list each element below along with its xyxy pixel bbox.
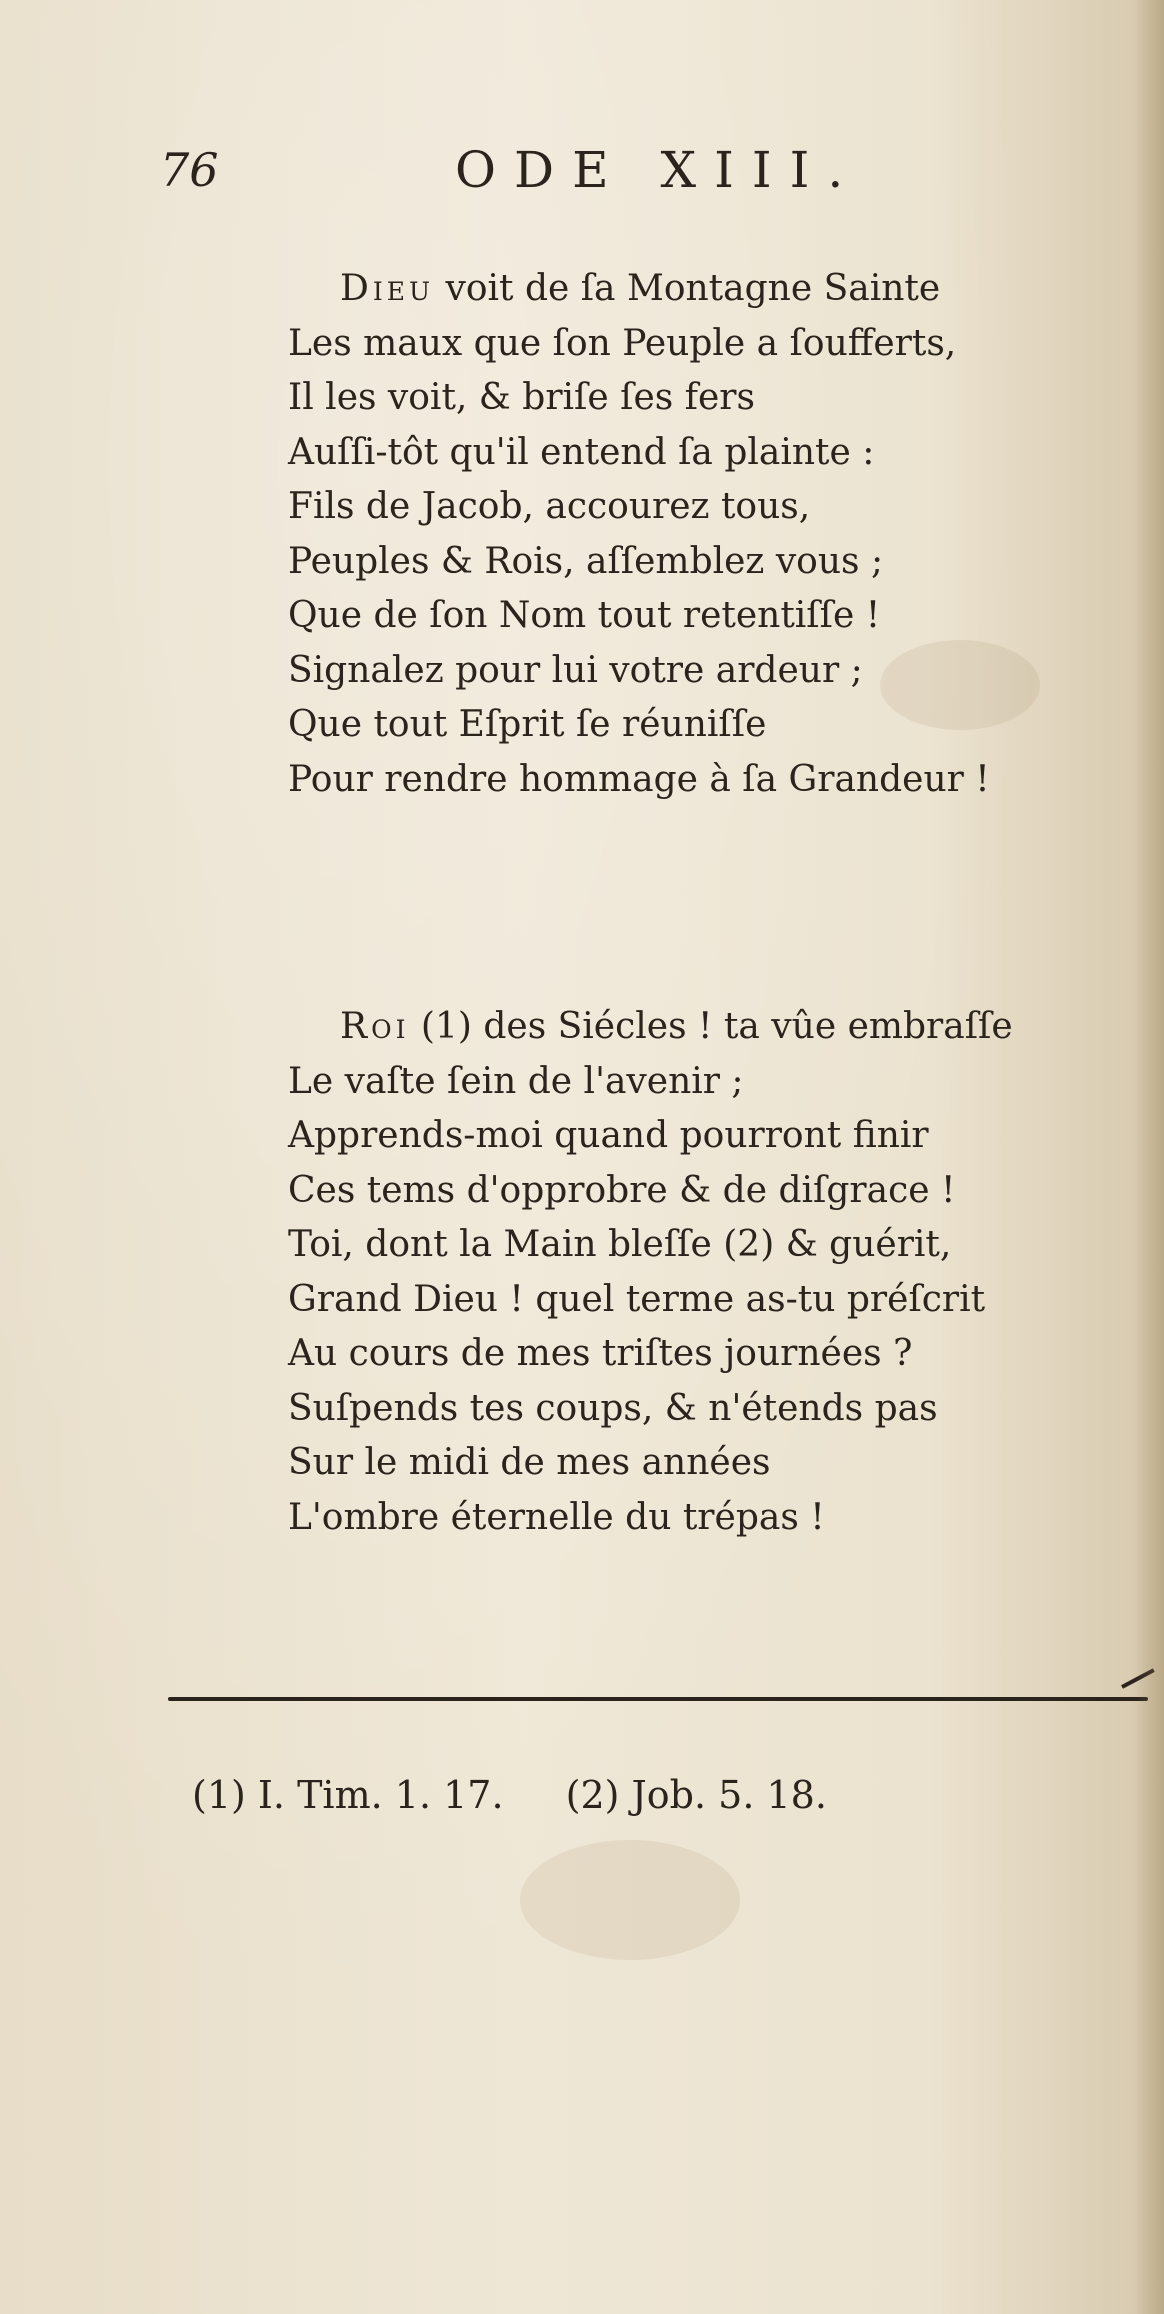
stanza-1: [288, 262, 1088, 807]
verse-line: Les maux que ſon Peuple a ſoufferts,: [288, 322, 957, 364]
footnote-1: (1) I. Tim. 1. 17.: [192, 1773, 504, 1817]
verse-line: Pour rendre hommage à ſa Grandeur !: [288, 758, 990, 800]
page-header: [0, 140, 1164, 200]
stanza-2: [288, 1000, 1088, 1545]
verse-line-text: (1) des Siécles ! ta vûe embraſſe: [409, 1006, 1013, 1047]
page-number: 76: [160, 143, 219, 197]
verse-line: [288, 262, 1088, 317]
running-head: ODE XIII.: [455, 141, 862, 199]
footnote-2: (2) Job. 5. 18.: [565, 1773, 827, 1817]
verse-line: Toi, dont la Main bleſſe (2) & guérit,: [288, 1224, 952, 1265]
verse-line: Que de ſon Nom tout retentiſſe !: [288, 595, 881, 636]
verse-line: Sur le midi de mes années: [288, 1442, 771, 1483]
verse-line: Suſpends tes coups, & n'étends pas: [288, 1387, 938, 1429]
verse-line-text: voit de ſa Montagne Sainte: [434, 268, 941, 309]
verse-line: Signalez pour lui votre ardeur ;: [288, 649, 863, 691]
verse-lead-word: Dieu: [340, 268, 435, 309]
verse-line: Peuples & Rois, aſſemblez vous ;: [288, 540, 884, 582]
verse-line: Auſſi-tôt qu'il entend ſa plainte :: [288, 431, 875, 473]
verse-line: Apprends-moi quand pourront finir: [288, 1115, 929, 1156]
verse-line: Il les voit, & briſe ſes fers: [288, 377, 755, 418]
verse-line: [288, 1000, 1088, 1055]
verse-line: Le vaſte ſein de l'avenir ;: [288, 1060, 744, 1102]
verse-line: Fils de Jacob, accourez tous,: [288, 486, 811, 527]
verse-line: Grand Dieu ! quel terme as-tu préſcrit: [288, 1278, 986, 1320]
verse-line: Ces tems d'opprobre & de diſgrace !: [288, 1169, 956, 1211]
verse-line: L'ombre éternelle du trépas !: [288, 1496, 825, 1538]
footnotes: [192, 1770, 827, 1820]
footnote-rule: [168, 1697, 1148, 1701]
verse-line: Au cours de mes triſtes journées ?: [288, 1333, 913, 1374]
verse-line: Que tout Eſprit ſe réuniſſe: [288, 704, 767, 745]
paper-stain: [520, 1840, 740, 1960]
verse-lead-word: Roi: [340, 1006, 410, 1047]
